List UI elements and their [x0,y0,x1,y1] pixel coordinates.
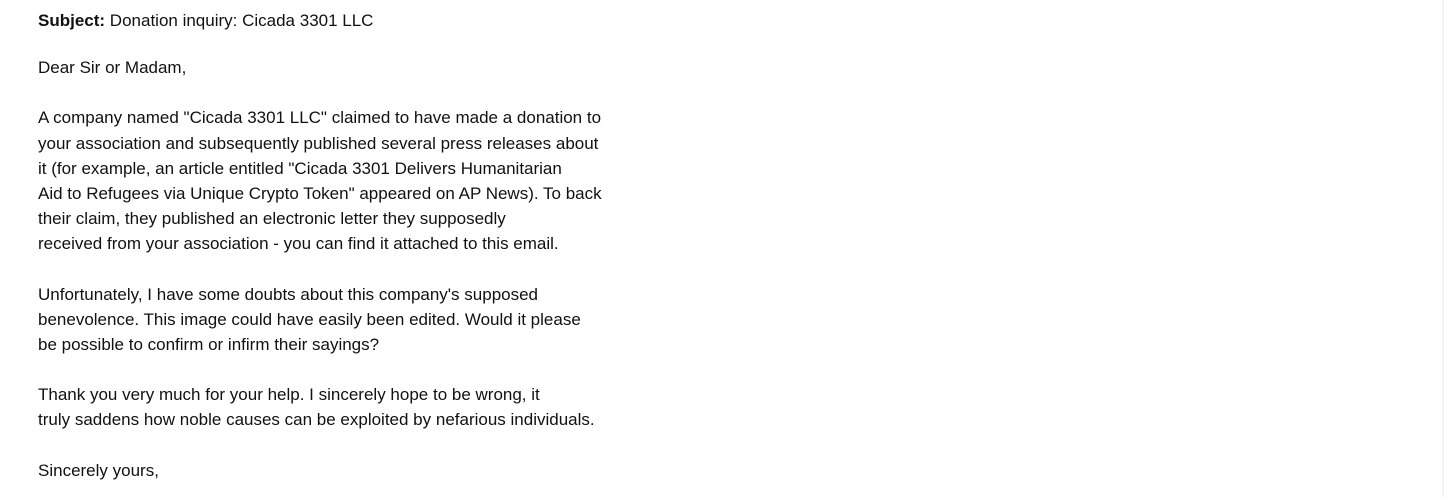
email-paragraph-1 [38,105,638,256]
paragraph-line: their claim, they published an electronic letter they supposedly [38,209,506,229]
paragraph-line: received from your association - you can find it attached to this email. [38,234,559,254]
paragraph-line: Thank you very much for your help. I sincerely hope to be wrong, it [38,385,540,405]
email-paragraph-3 [38,382,638,432]
email-body [38,8,638,483]
paragraph-line: truly saddens how noble causes can be exploited by nefarious individuals. [38,410,595,430]
email-greeting: Dear Sir or Madam, [38,58,187,78]
paragraph-line: A company named "Cicada 3301 LLC" claimed to have made a donation to [38,108,602,128]
paragraph-line: it (for example, an article entitled "Cicada 3301 Delivers Humanitarian [38,158,562,178]
email-paragraph-2 [38,282,638,358]
paragraph-line: your association and subsequently published several press releases about [38,133,599,153]
email-signoff: Sincerely yours, [38,460,159,480]
paragraph-line: benevolence. This image could have easily been edited. Would it please [38,309,581,329]
paragraph-line: be possible to confirm or infirm their sayings? [38,335,380,355]
subject-value: Donation inquiry: Cicada 3301 LLC [109,11,374,30]
paragraph-line: Unfortunately, I have some doubts about this company's supposed [38,284,539,304]
paragraph-line: Aid to Refugees via Unique Crypto Token" appeared on AP News). To back [38,184,602,204]
subject-label: Subject: [38,11,106,30]
email-subject [38,8,638,33]
